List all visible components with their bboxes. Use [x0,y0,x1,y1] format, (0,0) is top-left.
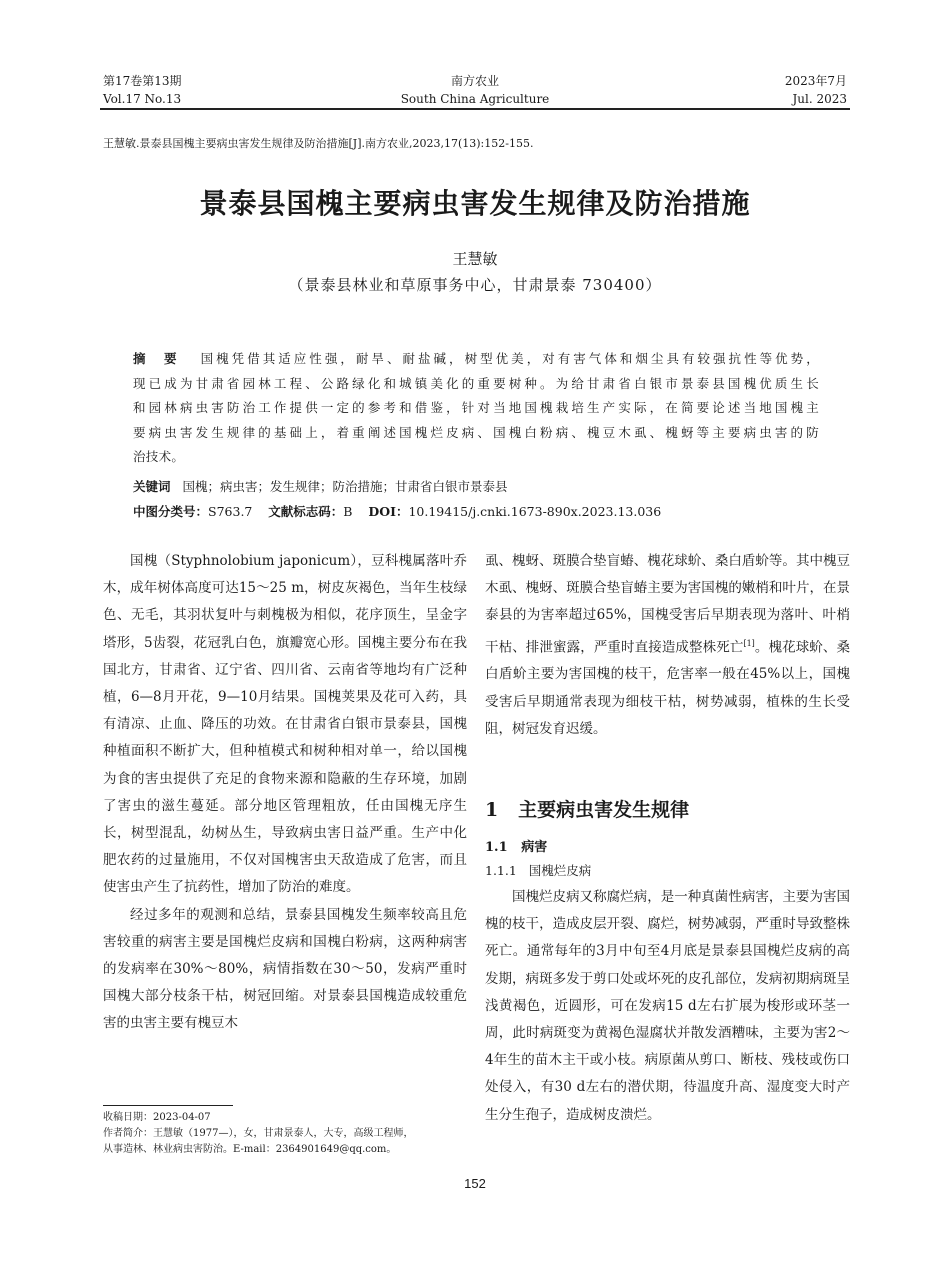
doi-value: 10.19415/j.cnki.1673-890x.2023.13.036 [408,504,662,519]
footnote-rule [103,1105,233,1106]
abstract-line: 和园林病虫害防治工作提供一定的参考和借鉴，针对当地国槐栽培生产实际，在简要论述当地国槐主 [133,400,819,415]
author-name: 王慧敏 [452,250,498,268]
abstract-line: 现已成为甘肃省园林工程、公路绿化和城镇美化的重要树种。为给甘肃省白银市景泰县国槐优质生长 [133,375,819,391]
journal-name-en: South China Agriculture [400,92,550,106]
author-bio-contact: 从事造林、林业病虫害防治。E-mail：2364901649@qq.com。 [103,1144,397,1155]
abstract [133,347,819,470]
article-title: 景泰县国槐主要病虫害发生规律及防治措施 [199,187,751,220]
left-column [103,548,467,1038]
page-number: 152 [464,1176,486,1191]
date-en: Jul. 2023 [792,92,847,106]
bark-rot-paragraph: 国槐烂皮病又称腐烂病，是一种真菌性病害，主要为害国槐的枝干，造成皮层开裂、腐烂，树势减弱，严重时导致整株死亡。通常每年的3月中旬至4月底是景泰县国槐烂皮病的高发期，病斑多发于剪口处或坏死的皮孔部位，发病初期病斑呈浅黄褐色，近圆形，可在发病15 d左右扩展为梭形或环茎一周，此时病斑变为黄褐色湿腐状并散发酒糟味，主要为害2～4年生的苗木主干或小枝。病原菌从剪口、断枝、残枝或伤口处侵入，有30 d左右的潜伏期，待温度升高、湿度变大时产生分生孢子，造成树皮溃烂。 [485,889,850,1123]
section-number: 1 [485,799,499,821]
classification [133,502,819,522]
doc-code-label: 文献标志码： [268,504,344,519]
intro-paragraph-2: 经过多年的观测和总结，景泰县国槐发生频率较高且危害较重的病害主要是国槐烂皮病和国槐白粉病，这两种病害的发病率在30%～80%，病情指数在30～50，发病严重时国槐大部分枝条干枯，树冠回缩。对景泰县国槐造成较重危害的虫害主要有槐豆木 [103,906,467,1032]
keywords-label: 关键词 [133,479,171,494]
abstract-line: 治技术。 [133,449,185,464]
abstract-label: 摘 要 [133,351,180,366]
received-date: 收稿日期：2023-04-07 [103,1112,211,1123]
volume-en: Vol.17 No.13 [103,92,182,106]
abstract-line: 国槐凭借其适应性强，耐旱、耐盐碱，树型优美，对有害气体和烟尘具有较强抗性等优势， [200,351,819,366]
clc-label: 中图分类号： [133,504,209,519]
journal-name-cn: 南方农业 [450,74,499,88]
subsection-title: 病害 [521,840,548,855]
keywords-text: 国槐；病虫害；发生规律；防治措施；甘肃省白银市景泰县 [182,479,508,494]
abstract-line: 要病虫害发生规律的基础上，着重阐述国槐烂皮病、国槐白粉病、槐豆木虱、槐蚜等主要病虫害的防 [133,424,819,440]
subsubsection-number: 1.1.1 [485,863,517,878]
subsubsection-heading-1-1-1 [485,861,591,879]
subsubsection-title: 国槐烂皮病 [528,863,592,878]
reference-mark[interactable]: [1] [743,638,755,648]
date-cn: 2023年7月 [784,74,847,88]
citation: 王慧敏.景泰县国槐主要病虫害发生规律及防治措施[J].南方农业,2023,17(13):152-155. [103,137,534,150]
continued-text-tail: 。槐花球蚧、桑白盾蚧主要为害国槐的枝干，危害率一般在45%以上，国槐受害后早期通常表现为细枝干枯，树势减弱，植株的生长受阻，树冠发育迟缓。 [485,639,851,737]
doc-code-value: B [343,504,353,519]
right-column-body [485,884,850,1129]
subsection-number: 1.1 [485,840,508,855]
author-bio: 作者简介：王慧敏（1977—），女，甘肃景泰人，大专，高级工程师， [103,1128,414,1139]
journal-date [785,72,847,108]
continued-text: 虱、槐蚜、斑膜合垫盲蝽、槐花球蚧、桑白盾蚧等。其中槐豆木虱、槐蚜、斑膜合垫盲蝽主要为害国槐的嫩梢和叶片，在景泰县的为害率超过65%，国槐受害后早期表现为落叶、叶梢干枯、排泄蜜露，严重时直接造成整株死亡 [485,553,850,656]
section-heading-1 [485,795,689,822]
continued-paragraph [485,548,850,743]
doi-label: DOI： [368,504,409,519]
clc-value: S763.7 [208,504,253,519]
keywords [133,477,819,497]
intro-paragraph-1: 国槐（Styphnolobium japonicum），豆科槐属落叶乔木，成年树体高度可达15～25 m，树皮灰褐色，当年生枝绿色、无毛，其羽状复叶与刺槐极为相似，花序顶生，呈金字塔形，5齿裂，花冠乳白色，旗瓣宽心形。国槐主要分布在我国北方，甘肃省、辽宁省、四川省、云南省等地均有广泛种植，6—8月开花，9—10月结果。国槐荚果及花可入药，具有清凉、止血、降压的功效。在甘肃省白银市景泰县，国槐种植面积不断扩大，但种植模式和树种相对单一，给以国槐为食的害虫提供了充足的食物来源和隐蔽的生存环境，加剧了害虫的滋生蔓延。部分地区管理粗放，任由国槐无序生长，树型混乱，幼树丛生，导致病虫害日益严重。生产中化肥农药的过量施用，不仅对国槐害虫天敌造成了危害，而且使害虫产生了抗药性，增加了防治的难度。 [103,553,467,896]
section-title: 主要病虫害发生规律 [518,799,690,821]
author-affiliation: （景泰县林业和草原事务中心，甘肃景泰 730400） [288,276,662,294]
volume-cn: 第17卷第13期 [103,74,182,88]
subsection-heading-1-1 [485,836,547,855]
right-column-top [485,548,850,743]
footnotes [103,1110,473,1158]
header-rule [100,108,850,110]
